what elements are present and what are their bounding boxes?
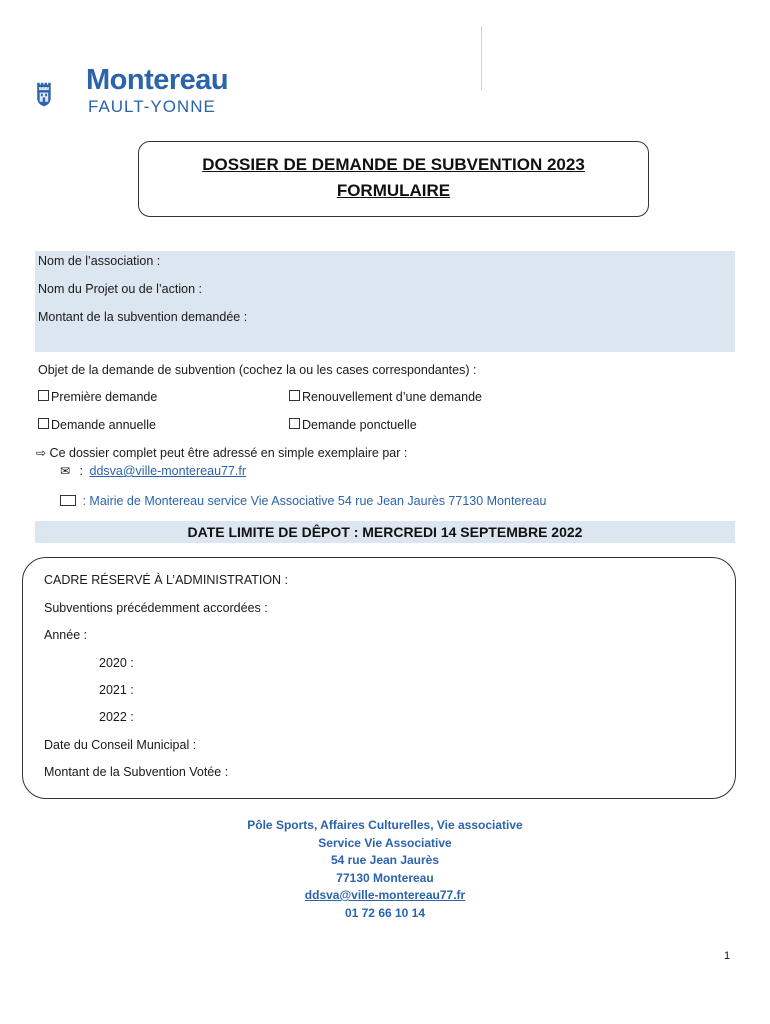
title-box [138, 141, 649, 217]
email-link[interactable]: ddsva@ville-montereau77.fr [89, 464, 247, 478]
association-name-field[interactable]: Nom de l’association : [38, 254, 161, 268]
project-name-field[interactable]: Nom du Projet ou de l’action : [38, 282, 202, 296]
montereau-logo [36, 56, 88, 134]
footer-phone: 01 72 66 10 14 [344, 905, 426, 920]
admin-previous-subsidies: Subventions précédemment accordées : [44, 601, 268, 615]
admin-year-2021: 2021 : [99, 683, 134, 697]
email-separator: : [79, 464, 84, 478]
page-number: 1 [724, 950, 731, 962]
admin-year-label: Année : [44, 628, 88, 642]
email-line [60, 464, 246, 478]
footer-block [0, 817, 770, 922]
admin-title: CADRE RÉSERVÉ À L’ADMINISTRATION : [44, 573, 289, 587]
footer-city: 77130 Montereau [336, 870, 434, 885]
footer-street: 54 rue Jean Jaurès [330, 853, 440, 867]
option-label: Demande ponctuelle [302, 418, 417, 432]
option-label: Renouvellement d’une demande [302, 390, 482, 404]
logo-subtitle: FAULT-YONNE [88, 97, 216, 116]
envelope-icon: ✉ [60, 464, 71, 478]
objet-label: Objet de la demande de subvention (cochez la ou les cases correspondantes) : [38, 363, 477, 377]
postal-line [60, 494, 546, 508]
subsidy-amount-field[interactable]: Montant de la subvention demandée : [38, 310, 248, 324]
footer-pole: Pôle Sports, Affaires Culturelles, Vie associative [247, 818, 523, 832]
checkbox-premiere-demande[interactable] [38, 390, 157, 404]
checkbox-demande-ponctuelle[interactable] [289, 418, 417, 432]
document-title: DOSSIER DE DEMANDE DE SUBVENTION 2023 [202, 155, 585, 174]
checkbox-renouvellement[interactable] [289, 390, 482, 404]
option-label: Demande annuelle [51, 418, 156, 432]
admin-council-date: Date du Conseil Municipal : [44, 738, 197, 752]
checkbox-demande-annuelle[interactable] [38, 418, 156, 432]
dossier-intro [36, 446, 407, 460]
mailbox-icon [60, 495, 76, 506]
logo-wordmark: Montereau [86, 64, 229, 96]
arrow-right-icon: ⇨ [36, 446, 47, 460]
option-label: Première demande [51, 390, 158, 404]
admin-voted-amount: Montant de la Subvention Votée : [44, 765, 229, 779]
admin-year-2022: 2022 : [99, 710, 134, 724]
footer-service: Service Vie Associative [318, 835, 452, 850]
footer-email[interactable]: ddsva@ville-montereau77.fr [304, 888, 466, 902]
dossier-intro-text: Ce dossier complet peut être adressé en simple exemplaire par : [49, 446, 408, 460]
document-subtitle: FORMULAIRE [336, 181, 451, 200]
admin-reserved-box [22, 557, 736, 799]
header-divider [481, 26, 482, 90]
admin-year-2020: 2020 : [99, 656, 134, 670]
postal-address: : Mairie de Montereau service Vie Associative 54 rue Jean Jaurès 77130 Montereau [82, 494, 547, 508]
deadline-banner: DATE LIMITE DE DÊPOT : MERCREDI 14 SEPTEMBRE 2022 [35, 521, 735, 543]
